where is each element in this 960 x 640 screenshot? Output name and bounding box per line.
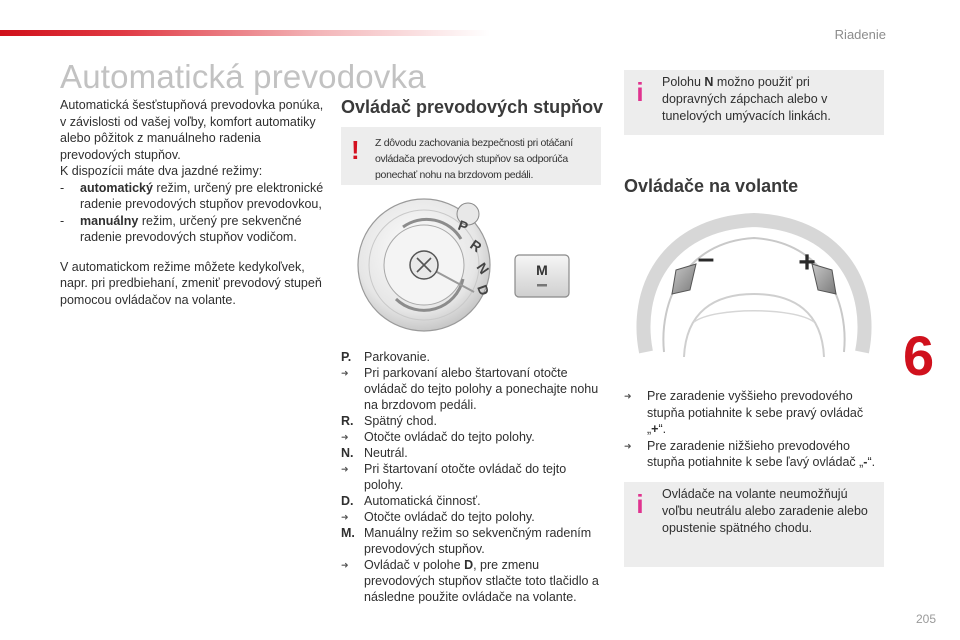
arrow-bullet-icon: ➜ [624, 440, 632, 451]
arrow-bullet-icon: ➜ [341, 512, 349, 522]
dial-letter-r: R [467, 236, 485, 256]
legend-row-r: R. Spätný chod. [341, 414, 437, 428]
page-number: 205 [916, 612, 937, 626]
info-box-steering [624, 482, 884, 567]
warning-text: Z dôvodu zachovania bezpečnosti pri otáčaní ovládača prevodových stupňov sa odporúča ponechať nohu na brzdovom pedáli. [375, 137, 573, 181]
instruction-downshift: ➜ Pre zaradenie nižšieho prevodového stupňa potiahnite k sebe ľavý ovládač „-“. [624, 438, 876, 469]
minus-label: – [697, 242, 715, 275]
intro-paragraph: Automatická šesťstupňová prevodovka ponúka, v závislosti od vašej voľby, komfort automatiky alebo pôžitok z manuálneho radenia prevodových stupňov. [60, 98, 324, 162]
steering-heading: Ovládače na volante [624, 176, 799, 196]
warning-icon: ! [351, 135, 360, 165]
info-box-neutral [624, 70, 884, 135]
info-icon: i [636, 489, 644, 519]
legend-row-p: P. Parkovanie. [341, 350, 431, 364]
legend-row-m-action: ➜ Ovládač v polohe D, pre zmenu prevodových stupňov stlačte toto tlačidlo a následne použite ovládače na volante. [341, 558, 599, 604]
dial-letter-n: N [473, 259, 493, 278]
arrow-bullet-icon: ➜ [341, 432, 349, 442]
plus-label: + [798, 246, 816, 279]
page-title: Automatická prevodovka [60, 58, 426, 95]
steering-wheel-illustration [624, 202, 884, 374]
wheel-spokes [684, 294, 824, 357]
dial-letter-d: D [474, 282, 493, 298]
legend-row-m: M. Manuálny režim so sekvenčným radením prevodových stupňov. [341, 526, 592, 556]
paddle-minus[interactable] [672, 264, 696, 294]
warning-box [341, 127, 601, 185]
gear-selector-illustration [341, 197, 601, 332]
steering-instructions [624, 388, 884, 471]
chapter-number: 6 [903, 324, 935, 387]
mode-item-automatic: - automatický režim, určený pre elektronické radenie prevodových stupňov prevodovkou, [60, 180, 324, 211]
legend-row-n-action: ➜ Pri štartovaní otočte ovládač do tejto polohy. [341, 462, 567, 492]
mode-item-manual: - manuálny režim, určený pre sekvenčné radenie prevodových stupňov vodičom. [60, 213, 302, 244]
gear-legend [341, 349, 606, 605]
legend-row-r-action: ➜ Otočte ovládač do tejto polohy. [341, 430, 535, 444]
legend-row-d-action: ➜ Otočte ovládač do tejto polohy. [341, 510, 535, 524]
legend-row-d: D. Automatická činnosť. [341, 494, 481, 508]
section-label: Riadenie [834, 27, 886, 42]
arrow-bullet-icon: ➜ [341, 464, 349, 474]
manual-button-label: M [536, 262, 548, 278]
header-accent-bar [0, 30, 490, 36]
info-text-steering: Ovládače na volante neumožňujú voľbu neutrálu alebo zaradenie alebo opustenie spätného chodu. [662, 487, 868, 535]
info-icon: i [636, 77, 644, 107]
legend-row-n: N. Neutrál. [341, 446, 408, 460]
dial-letter-p: P [455, 216, 471, 236]
intro-modes-lead: K dispozícii máte dva jazdné režimy: [60, 164, 263, 178]
selector-heading: Ovládač prevodových stupňov [341, 97, 604, 117]
intro-text [60, 97, 325, 308]
intro-paragraph-auto: V automatickom režime môžete kedykoľvek, napr. pri predbiehaní, zmeniť prevodový stupeň pomocou ovládačov na volante. [60, 259, 322, 307]
legend-row-p-action: ➜ Pri parkovaní alebo štartovaní otočte ovládač do tejto polohy a ponechajte nohu na brzdovom pedáli. [341, 366, 599, 412]
arrow-bullet-icon: ➜ [624, 391, 632, 401]
info-text-neutral: Polohu N možno použiť pri dopravných zápchach alebo v tunelových umývacích linkách. [662, 75, 831, 123]
instruction-upshift: ➜ Pre zaradenie vyššieho prevodového stupňa potiahnite k sebe pravý ovládač „+“. [624, 389, 864, 436]
arrow-bullet-icon: ➜ [341, 560, 349, 570]
arrow-bullet-icon: ➜ [341, 368, 349, 378]
